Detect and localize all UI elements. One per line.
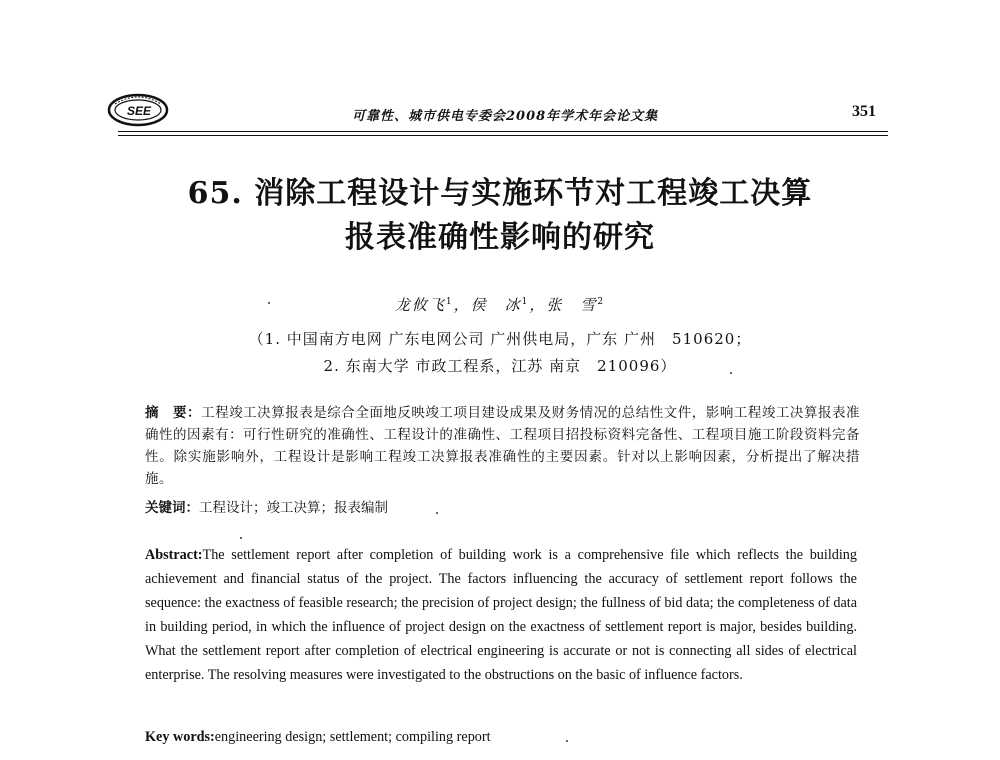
english-abstract: [145, 543, 857, 688]
scan-speck: [730, 372, 732, 374]
author-name: 龙攸飞: [394, 296, 446, 314]
scan-speck: [566, 740, 568, 742]
en-abstract-label: Abstract:: [145, 547, 203, 563]
author-affiliation-mark: 2: [597, 297, 606, 307]
cn-abstract-label: 摘 要：: [145, 405, 202, 421]
header-rule-thin: [118, 135, 888, 136]
running-head: 可靠性、城市供电专委会2008年学术年会论文集: [352, 109, 659, 124]
en-keywords-text: engineering design; settlement; compiling report: [214, 729, 491, 745]
cn-keywords-text: 工程设计；竣工决算；报表编制: [199, 500, 388, 516]
paper-title: [120, 172, 880, 260]
chinese-abstract: [145, 402, 860, 490]
en-abstract-text: The settlement report after completion of building work is a comprehensive file which reflects the building achievement and financial status of the project. The factors influencing the accuracy of settlement report follows the sequence: the exactness of feasible research; the precision of project design; the fullness of bid data; the completeness of data in building period, in which the influence of project design on the exactness of settlement report is major, besides building. What the settlement report after completion of electrical engineering is accurate or not is connecting all sides of electrical enterprise. The resolving measures were investigated to the obstructions on the basic of influence factors.: [145, 547, 857, 684]
en-keywords-label: Key words:: [145, 729, 215, 745]
title-line-1: 65. 消除工程设计与实施环节对工程竣工决算: [187, 176, 813, 211]
author-affiliation-mark: 1: [521, 297, 530, 307]
chinese-keywords: [145, 498, 860, 518]
title-line-2: 报表准确性影响的研究: [345, 220, 655, 255]
scan-speck: [436, 512, 438, 514]
scan-speck: [240, 537, 242, 539]
author-name: 张 雪: [546, 296, 598, 314]
author-affiliation-mark: 1: [445, 297, 454, 307]
english-keywords: [145, 727, 857, 747]
logo-wordmark: SEE: [126, 104, 151, 118]
cn-keywords-label: 关键词：: [145, 500, 199, 516]
cn-abstract-text: 工程竣工决算报表是综合全面地反映竣工项目建设成果及财务情况的总结性文件，影响工程竣工决算报表准确性的因素有：可行性研究的准确性、工程设计的准确性、工程项目招投标资料完备性、工程项目施工阶段资料完备性。除实施影响外，工程设计是影响工程竣工决算报表准确性的主要因素。针对以上影响因素，分析提出了解决措施。: [145, 405, 861, 487]
author-name: 侯 冰: [470, 296, 522, 314]
affiliation-2: 2. 东南大学 市政工程系，江苏 南京 210096）: [323, 357, 677, 375]
affiliation-1: （1. 中国南方电网 广东电网公司 广州供电局，广东 广州 510620；: [248, 330, 752, 348]
header-rule-thick: [118, 131, 888, 132]
scan-speck: [268, 302, 270, 304]
author-list: 龙攸飞$^1$，侯 冰$^1$，张 雪$^2$: [394, 296, 606, 314]
page-number: 351: [852, 103, 876, 120]
